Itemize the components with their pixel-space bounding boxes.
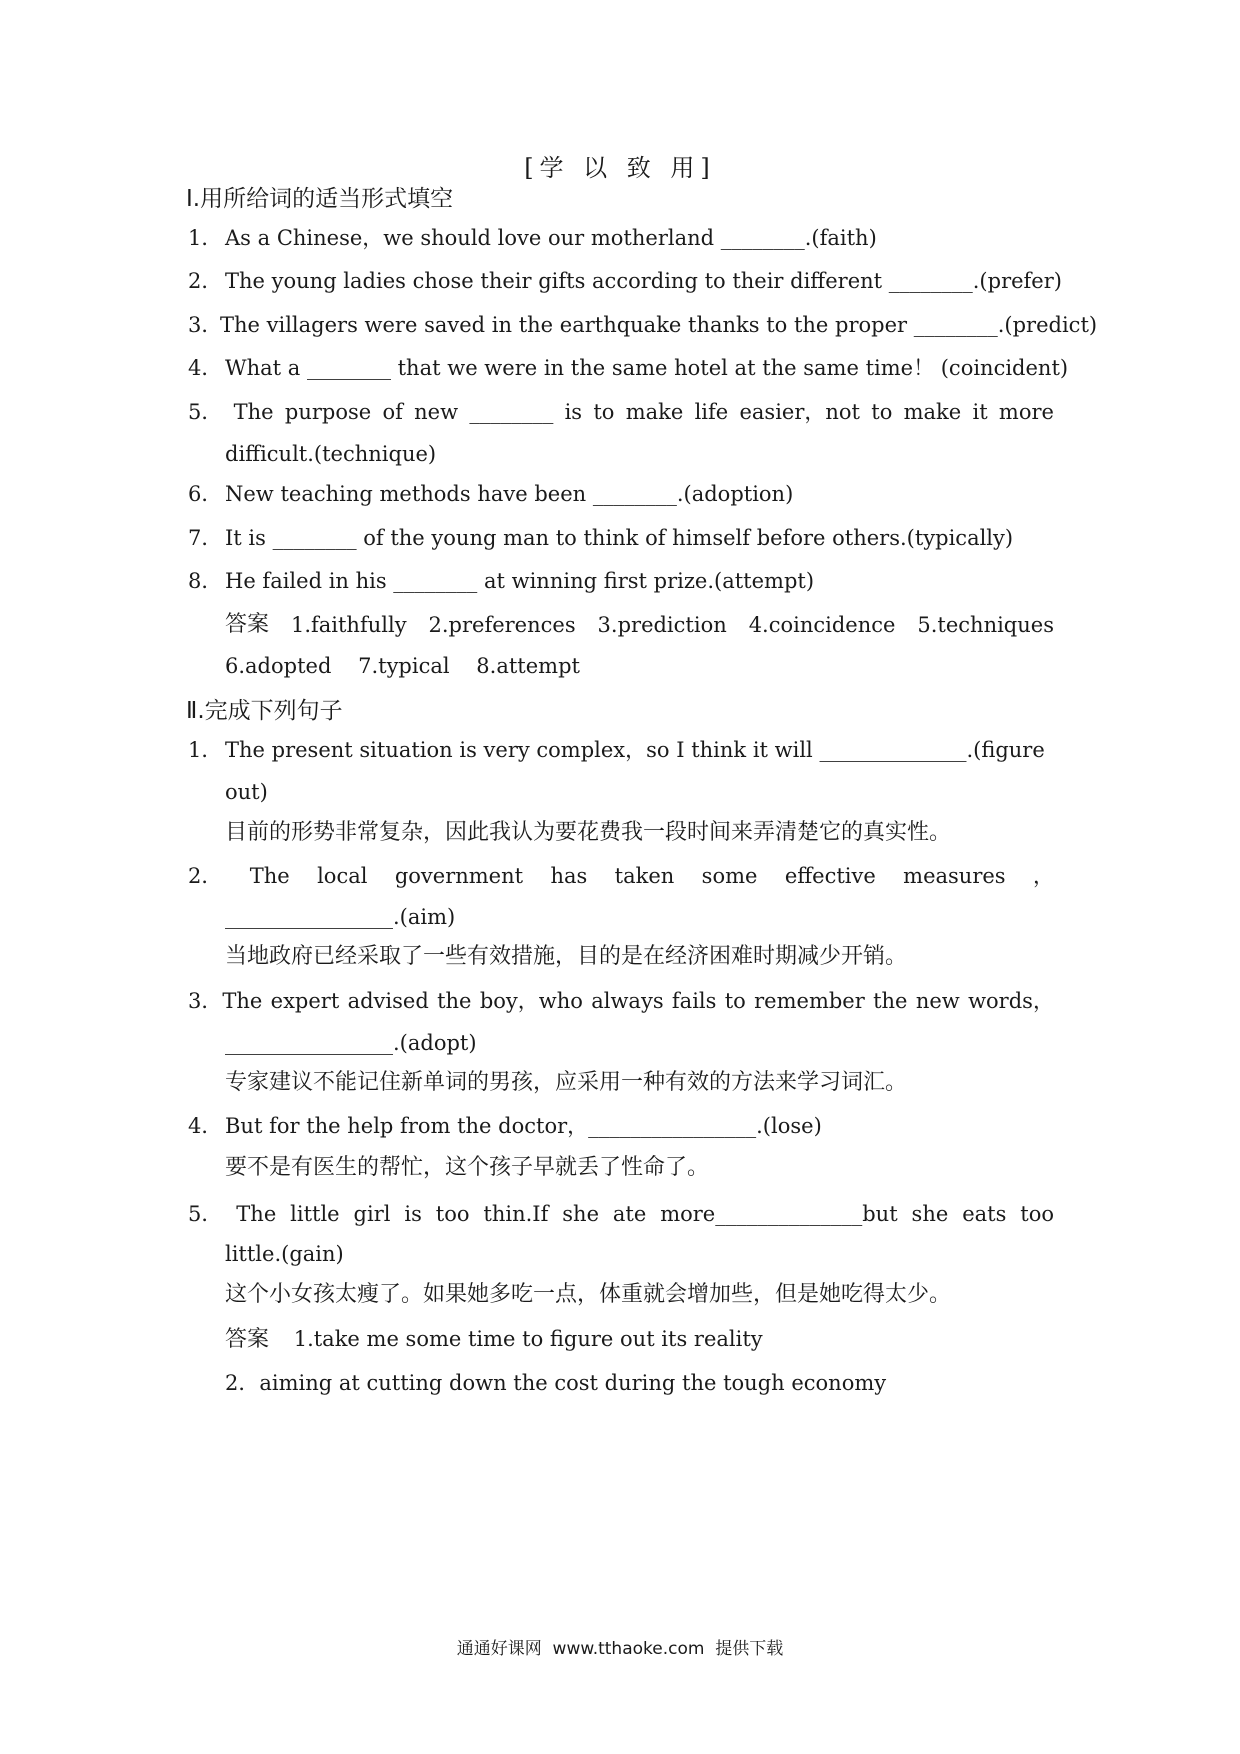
s2-q4-chinese: 要不是有医生的帮忙，这个孩子早就丢了性命了。 (225, 1155, 710, 1180)
s2-q5: 5． The little girl is too thin.If she ate more______________but she eats too (188, 1202, 1054, 1226)
page-title: [学 以 致 用] (524, 154, 716, 182)
s2-q5-cont: little.(gain) (225, 1242, 344, 1266)
s2-q2: 2． The local government has taken some effective measures ， (188, 864, 1054, 888)
s1-answers-row-1: 答案 1.faithfully 2.preferences 3.prediction 4.coincidence 5.techniques (225, 612, 1054, 637)
s2-q1-cont: out) (225, 780, 268, 804)
section-2-heading: Ⅱ.完成下列句子 (186, 698, 343, 724)
s2-q5-chinese: 这个小女孩太瘦了。如果她多吃一点，体重就会增加些，但是她吃得太少。 (225, 1282, 952, 1307)
s2-q2-cont: ________________.(aim) (225, 905, 456, 929)
s2-q3: 3．The expert advised the boy，who always fails to remember the new words， (188, 989, 1054, 1013)
s2-answer-1: 答案 1.take me some time to figure out its reality (225, 1327, 763, 1352)
answer-label: 答案 (225, 1327, 270, 1352)
page-footer: 通通好课网 www.tthaoke.com 提供下载 (456, 1639, 784, 1659)
section-1-heading: Ⅰ.用所给词的适当形式填空 (186, 186, 454, 212)
s1-answers-row-2: 6.adopted 7.typical 8.attempt (225, 654, 580, 678)
s2-q2-chinese: 当地政府已经采取了一些有效措施，目的是在经济困难时期减少开销。 (225, 944, 908, 969)
s2-q1-chinese: 目前的形势非常复杂，因此我认为要花费我一段时间来弄清楚它的真实性。 (225, 820, 952, 845)
s2-answer-2: 2．aiming at cutting down the cost during the tough economy (225, 1371, 887, 1395)
s2-q3-cont: ________________.(adopt) (225, 1031, 477, 1055)
s1-item-5: 5． The purpose of new ________ is to make life easier，not to make it more (188, 400, 1054, 424)
document-page: [学 以 致 用] Ⅰ.用所给词的适当形式填空 1． As a Chinese，we should love our motherland ________.(faith) 2． The young ladies chose their gifts according to their different ________.(prefer) 3． The villagers were saved in the earthquake thanks to the proper ________.(predict) 4． What a ________ that we were in the same hotel at the same time！ (coincident) 5． The purpose of new ________ is to make life easier，not to make it more difficult.(technique) 6． New teaching methods have been ________.(adoption) 7． It is ________ of the young man to think of himself before others.(typically) 8． He failed in his ________ at winning first prize.(attempt) 答案 1.faithfully 2.preferences 3.prediction 4.coincidence 5.techniques 6.adopted 7.typical 8.attempt Ⅱ.完成下列句子 1． The present situation is very complex，so I think it will ______________.(figure out) 目前的形势非常复杂，因此我认为要花费我一段时间来弄清楚它的真实性。 2． The local government has taken some effective measures ， ________________.(aim) 当地政府已经采取了一些有效措施，目的是在经济困难时期减少开销。 3．The expert advised the boy，who always fails to remember the new words， ________________.(adopt) 专家建议不能记住新单词的男孩，应采用一种有效的方法来学习词汇。 4． But for the help from the doctor，________________.(lose) 要不是有医生的帮忙，这个孩子早就丢了性命了。 5． The little girl is too thin.If she ate more______________but she eats too little.(gain) 这个小女孩太瘦了。如果她多吃一点，体重就会增加些，但是她吃得太少。 答案 1.take me some time to figure out its reality 2．aiming at cutting down the cost during the tough economy 通通好课网 www.tthaoke.com 提供下载 (0, 0, 1240, 1754)
answer-label: 答案 (225, 612, 270, 637)
s1-item-5-cont: difficult.(technique) (225, 442, 437, 466)
s2-q3-chinese: 专家建议不能记住新单词的男孩，应采用一种有效的方法来学习词汇。 (225, 1070, 908, 1095)
